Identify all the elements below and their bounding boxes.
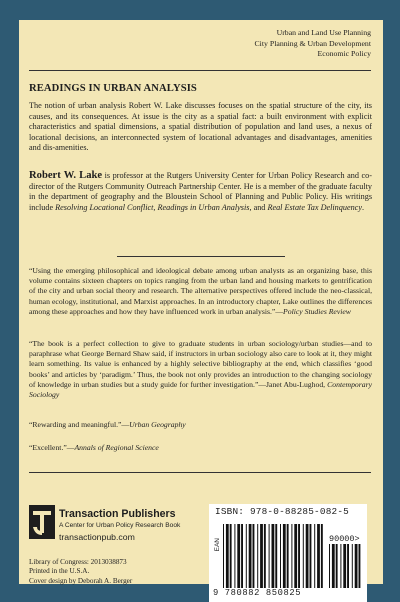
review-text: “Rewarding and meaningful.”— [29,420,130,429]
subject-categories [254,28,371,60]
author-bio [29,171,372,213]
barcode-bar [291,524,292,588]
barcode-bar [306,524,309,588]
barcode-bar [310,524,312,588]
separator: , [153,202,158,212]
barcode-bar [347,544,349,588]
review-text: “Excellent.”— [29,443,75,452]
review-source: Urban Geography [129,420,186,429]
barcode-bar [241,524,243,588]
book-title: READINGS IN URBAN ANALYSIS [29,83,197,94]
barcode-bar [249,524,252,588]
back-cover [19,20,383,598]
barcode-bar [329,544,330,588]
review-text: “Using the emerging philosophical and ideological debate among urban analysts as an organizing base, this volume contains sixteen chapters on topics ranging from the urban land and housing markets to gentrification of the city and urban social theory and research. The alternative perspectives offered include the neo-classical, human ecology, institutional, and Marxist approaches. In an introductory chapter, Lake outlines the differences among these approaches and how they have influenced work in urban analysis.”— [29,266,372,316]
barcode-bar [352,544,353,588]
barcode-bar [223,524,224,588]
barcode-bar [269,524,270,588]
barcode-bar [246,524,247,588]
barcode-box [209,504,367,602]
barcode-bar [294,524,297,588]
barcode-bar [264,524,266,588]
barcode-bar [257,524,258,588]
barcode-bar [226,524,229,588]
publisher-name: Transaction Publishers [59,508,176,520]
review-quote [29,266,372,317]
imprint-line: Cover design by Deborah A. Berger [29,576,133,585]
barcode-bar [303,524,304,588]
barcode-bar [321,524,323,588]
barcode-bar [283,524,286,588]
barcode-bar [343,544,346,588]
book-description: The notion of urban analysis Robert W. Lake discusses focuses on the spatial structure of the city, its causes, and its consequences. At issue is the city as a spatial fact: a built environment with explicit characteristics and spatial dimensions, a spatial distribution of population and land uses, a nexus of locational decisions, an interconnected system of locational advantages and disadvantages, amenities and dis-amenities. [29,101,372,153]
barcode-bar [234,524,235,588]
addon-barcode [329,544,360,588]
addon-code: 90000> [329,534,360,544]
publisher-tagline: A Center for Urban Policy Research Book [59,522,181,529]
book-ref: Resolving Locational Conflict [55,202,154,212]
barcode-bar [260,524,263,588]
subject-line: Economic Policy [317,49,371,58]
barcode-bar [340,544,341,588]
barcode-bar [287,524,289,588]
transaction-logo-icon [29,505,55,539]
ean-label: EAN [214,538,221,552]
review-quote [29,443,372,453]
barcode-bar [272,524,275,588]
imprint-line: Library of Congress: 2013038873 [29,558,127,566]
barcode-bar [237,524,240,588]
top-divider [29,70,371,71]
publisher-block [29,505,204,553]
main-barcode [223,524,323,588]
separator: , and [249,202,268,212]
review-text: “The book is a perfect collection to give to graduate students in urban sociology/urban studies—and to paraphrase what George Bernard Shaw said, if instructors in urban sociology also care to look at it, they might learn something. Its value is enhanced by a highly selective bibliography at the end, which classifies ‘good books’ and articles by ‘paradigm.’ Thus, the book not only provides an introduction to the changing sociology of knowledge in urban studies but a study guide for further investigation.”—Janet Abu-Lughod, [29,339,372,389]
imprint-line: Printed in the U.S.A. [29,567,90,576]
isbn-number: ISBN: 978-0-88285-082-5 [215,506,349,517]
review-quote [29,339,372,400]
barcode-bar [298,524,300,588]
review-quote [29,420,372,430]
author-name: Robert W. Lake [29,170,103,181]
author-bio-text: is professor at the Rutgers University Center for Urban Policy Research and co-director of the Rutgers Community Outreach Partnership Center. He is a member of the graduate faculty in the department of geography and the Bloustein School of Planning and Public Policy. His writings include [29,171,372,212]
book-ref: Readings in Urban Analysis [157,202,250,212]
barcode-digits: 9 780882 850825 [213,588,302,598]
barcode-bar [359,544,361,588]
separator: . [361,202,364,212]
barcode-bar [280,524,281,588]
bottom-divider [29,472,371,473]
imprint-info [29,558,132,586]
review-source: Contemporary Sociology [29,379,372,400]
subject-line: City Planning & Urban Development [254,38,371,48]
barcode-bar [336,544,338,588]
subject-line: Urban and Land Use Planning [276,28,371,37]
barcode-bar [332,544,335,588]
barcode-bar [314,524,315,588]
barcode-bar [355,544,358,588]
review-source: Policy Studies Review [283,306,351,316]
publisher-url: transactionpub.com [59,532,135,542]
section-divider [117,256,285,257]
barcode-bar [275,524,277,588]
barcode-bar [317,524,320,588]
review-source: Annals of Regional Science [74,443,159,452]
barcode-bar [253,524,255,588]
barcode-bar [230,524,232,588]
book-ref: Real Estate Tax Delinquency [267,202,362,212]
